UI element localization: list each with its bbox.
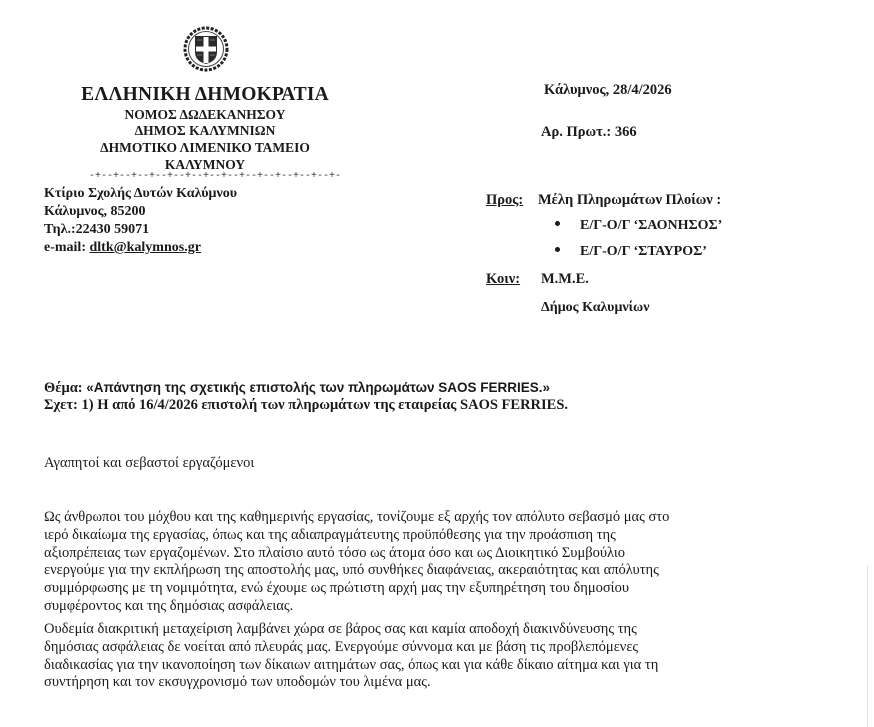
paragraph-line: ενεργούμε για την εκπλήρωση της αποστολής μας, υπό συνθήκες διαφάνειας, ακεραιότητας και απόλυτης	[44, 562, 659, 579]
paragraph-line: διαδικασίας για την ικανοποίηση των δίκαιων αιτημάτων σας, όπως και για κάθε δίκαιο αίτημα και για τη	[44, 656, 659, 673]
paragraph-line: συμμόρφωσης με τη νομιμότητα, ενώ έχουμε ως πρώτιστη αρχή μας την εξυπηρέτηση του δημοσίου	[44, 580, 630, 597]
paragraph-line: συμφέροντος και της δημόσιας ασφάλειας.	[44, 597, 294, 614]
place-date: Κάλυμνος, 28/4/2026	[544, 82, 672, 98]
reference-line: Σχετ: 1) Η από 16/4/2026 επιστολή των πληρωμάτων της εταιρείας SAOS FERRIES.	[44, 397, 569, 413]
email-label: e-mail:	[44, 240, 90, 255]
paragraph-1	[44, 509, 844, 616]
header-separator: -+--+--+--+--+--+--+--+--+--+--+--+--+--+-	[88, 172, 342, 182]
municipality-title: ΔΗΜΟΣ ΚΑΛΥΜΝΙΩΝ	[134, 123, 276, 138]
to-recipients: Μέλη Πληρωμάτων Πλοίων :	[538, 192, 722, 208]
to-label: Προς:	[486, 192, 524, 208]
republic-title: ΕΛΛΗΝΙΚΗ ΔΗΜΟΚΡΑΤΙΑ	[81, 84, 329, 105]
ship-name: Ε/Γ-Ο/Γ ‘ΣΤΑΥΡΟΣ’	[580, 244, 707, 259]
paragraph-line: Ως άνθρωποι του μόχθου και της καθημερινής εργασίας, τονίζουμε εξ αρχής τον απόλυτο σεβασμό μας στο	[44, 509, 670, 525]
paragraph-2	[44, 621, 844, 692]
address-city-zip: Κάλυμνος, 85200	[44, 204, 146, 219]
bullet-icon	[555, 247, 560, 252]
cc-recipient: Μ.Μ.Ε.	[541, 271, 589, 287]
paragraph-line: συντήρηση και τον εκσυγχρονισμό των υποδομών του λιμένα μας.	[44, 674, 431, 691]
ship-list-item	[555, 244, 707, 260]
bullet-icon	[555, 221, 560, 226]
paragraph-line: δημόσιας ασφάλειας δε νοείται από πλευράς μας. Ενεργούμε σύννομα και με βάση τις προβλεπόμενες	[44, 638, 639, 655]
prefecture-title: ΝΟΜΟΣ ΔΩΔΕΚΑΝΗΣΟΥ	[124, 107, 286, 122]
greeting: Αγαπητοί και σεβαστοί εργαζόμενοι	[44, 455, 255, 471]
page-edge-divider	[867, 565, 868, 727]
address-phone: Τηλ.:22430 59071	[44, 222, 150, 237]
paragraph-line: ιερό δικαίωμα της εργασίας, όπως και της αδιαπραγμάτευτης προϋπόθεσης για την προάσπιση της	[44, 526, 616, 543]
port-fund-title: ΔΗΜΟΤΙΚΟ ΛΙΜΕΝΙΚΟ ΤΑΜΕΙΟ	[100, 140, 310, 155]
cc-recipient: Δήμος Καλυμνίων	[541, 300, 650, 315]
address-email-row	[44, 239, 201, 257]
port-fund-place: ΚΑΛΥΜΝΟΥ	[164, 157, 246, 172]
email-link[interactable]: dltk@kalymnos.gr	[89, 240, 201, 255]
paragraph-line: αξιοπρέπειας των εργαζομένων. Στο πλαίσιο αυτό τόσο ως άτομα όσο και ως Διοικητικό Συμβούλιο	[44, 544, 626, 561]
greek-coat-of-arms-icon	[183, 26, 229, 72]
address-building: Κτίριο Σχολής Δυτών Καλύμνου	[44, 186, 238, 201]
ship-name: Ε/Γ-Ο/Γ ‘ΣΑΟΝΗΣΟΣ’	[580, 218, 723, 233]
ship-list-item	[555, 218, 722, 234]
subject-label: Θέμα:	[44, 380, 87, 396]
cc-label: Κοιν:	[486, 271, 521, 287]
subject-text: «Απάντηση της σχετικής επιστολής των πληρωμάτων SAOS FERRIES.»	[86, 380, 551, 395]
protocol-number: Αρ. Πρωτ.: 366	[541, 124, 637, 140]
paragraph-line: Ουδεμία διακριτική μεταχείριση λαμβάνει χώρα σε βάρος σας και καμία αποδοχή διακινδύνευσης της	[44, 621, 637, 637]
subject-line	[44, 380, 550, 397]
